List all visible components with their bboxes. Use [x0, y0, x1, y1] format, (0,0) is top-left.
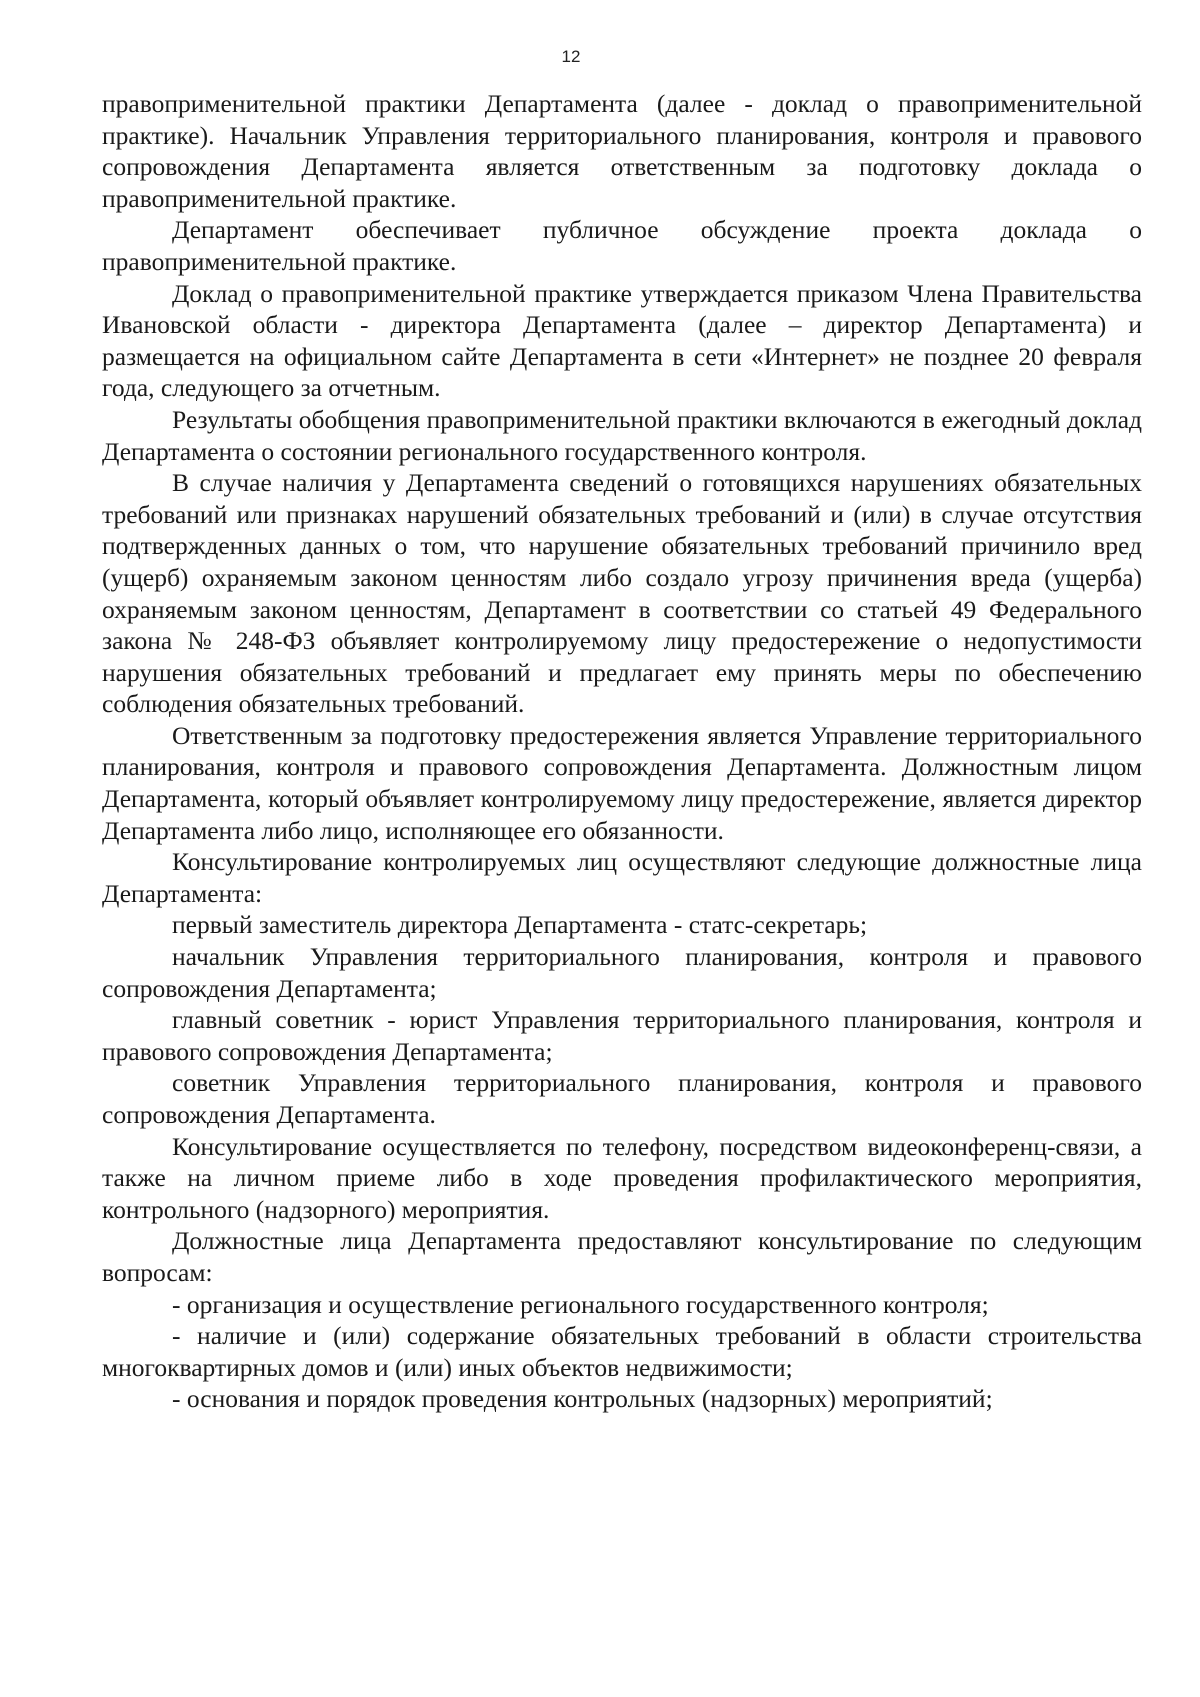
paragraph: Ответственным за подготовку предостережения является Управление территориального планирования, контроля и правового сопровождения Департамента. Должностным лицом Департамента, который объявляет контролируемому лицу предостережение, является директор Департамента либо лицо, исполняющее его обязанности. — [102, 720, 1142, 845]
paragraph: В случае наличия у Департамента сведений о готовящихся нарушениях обязательных требований или признаках нарушений обязательных требований и (или) в случае отсутствия подтвержденных данных о том, что нарушение обязательных требований причинило вред (ущерб) охраняемым законом ценностям либо создало угрозу причинения вреда (ущерба) охраняемым законом ценностям, Департамент в соответствии со статьей 49 Федерального закона № 248-ФЗ объявляет контролируемому лицу предостережение о недопустимости нарушения обязательных требований и предлагает ему принять меры по обеспечению соблюдения обязательных требований. — [102, 468, 1142, 719]
list-item: советник Управления территориального планирования, контроля и правового сопровождения Департамента. — [102, 1068, 1142, 1129]
list-item: - организация и осуществление регионального государственного контроля; — [172, 1289, 989, 1319]
paragraph: правоприменительной практики Департамента (далее - доклад о правоприменительной практике). Начальник Управления территориального планирования, контроля и правового сопровождения Департамента является ответственным за подготовку доклада о правоприменительной практике. — [102, 89, 1142, 213]
list-item: первый заместитель директора Департамента - статс-секретарь; — [172, 910, 868, 940]
page-number: 12 — [561, 47, 581, 66]
paragraph: Доклад о правоприменительной практике утверждается приказом Члена Правительства Ивановской области - директора Департамента (далее – директор Департамента) и размещается на официальном сайте Департамента в сети «Интернет» не позднее 20 февраля года, следующего за отчетным. — [102, 278, 1142, 403]
paragraph: Должностные лица Департамента предоставляют консультирование по следующим вопросам: — [102, 1226, 1142, 1287]
paragraph: Результаты обобщения правоприменительной практики включаются в ежегодный доклад Департамента о состоянии регионального государственного контроля. — [102, 404, 1142, 466]
document-body — [102, 88, 1142, 1415]
list-item: - основания и порядок проведения контрольных (надзорных) мероприятий; — [172, 1384, 993, 1414]
list-item: начальник Управления территориального планирования, контроля и правового сопровождения Департамента; — [102, 942, 1142, 1003]
paragraph: Консультирование контролируемых лиц осуществляют следующие должностные лица Департамента: — [102, 847, 1142, 908]
paragraph: Консультирование осуществляется по телефону, посредством видеоконференц-связи, а также на личном приеме либо в ходе проведения профилактического мероприятия, контрольного (надзорного) мероприятия. — [102, 1131, 1142, 1224]
list-item: главный советник - юрист Управления территориального планирования, контроля и правового сопровождения Департамента; — [102, 1005, 1142, 1066]
list-item: - наличие и (или) содержание обязательных требований в области строительства многоквартирных домов и (или) иных объектов недвижимости; — [102, 1321, 1142, 1382]
paragraph: Департамент обеспечивает публичное обсуждение проекта доклада о правоприменительной практике. — [102, 215, 1142, 276]
